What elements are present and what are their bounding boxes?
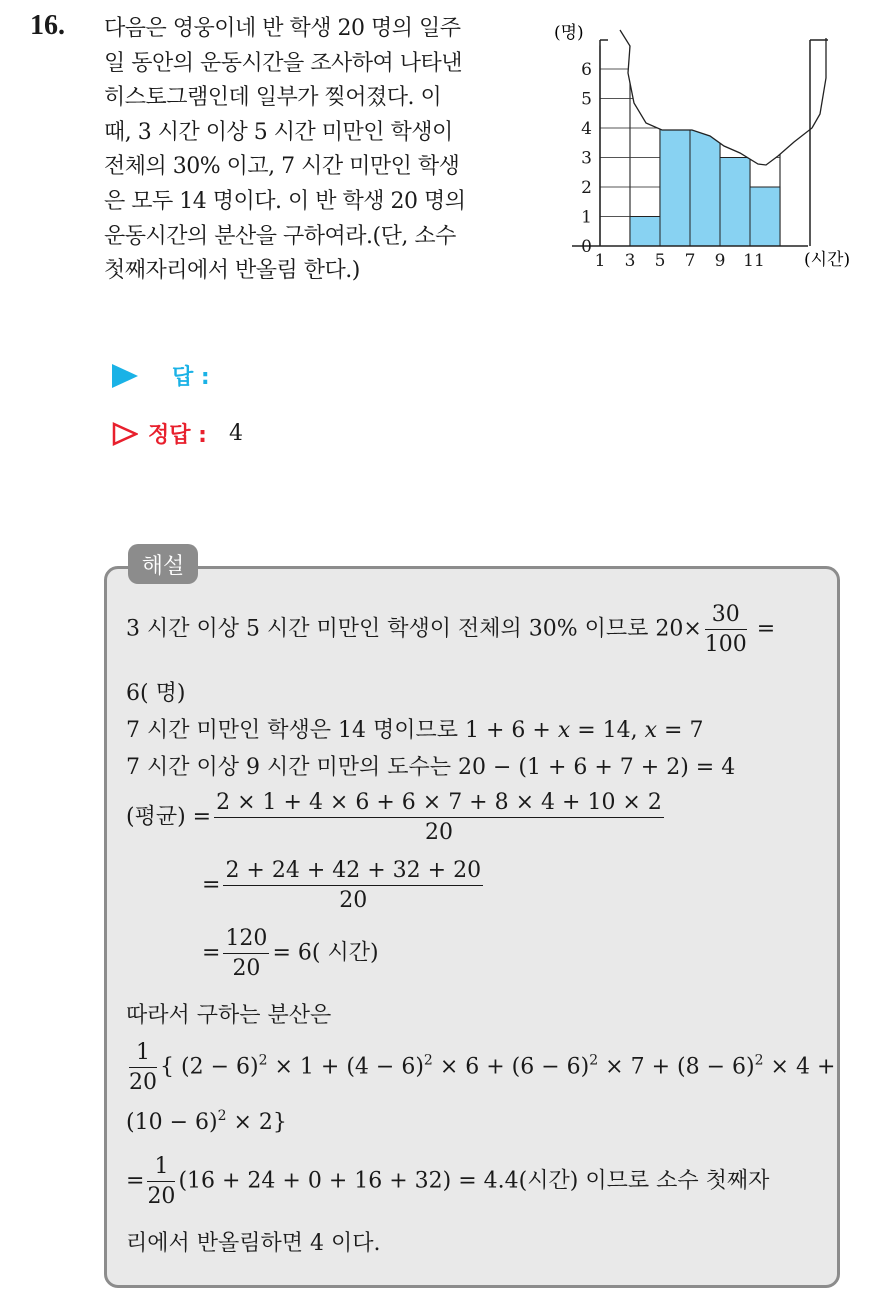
y-tick-label: 1 xyxy=(581,207,592,228)
x-tick-label: 7 xyxy=(684,251,696,271)
solution-line-6: 리에서 반올림하면 4 이다. xyxy=(126,1231,381,1256)
solution-line-3 xyxy=(126,713,703,744)
fraction: $\frac{1}{20}$ xyxy=(129,1040,157,1095)
text: 7 시간 미만인 학생은 14 명이므로 1 + 6 + xyxy=(126,718,558,743)
question-line: 일 동안의 운동시간을 조사하여 나타낸 xyxy=(104,50,463,76)
question-line: 때, 3 시간 이상 5 시간 미만인 학생이 xyxy=(104,119,453,145)
var-x: x xyxy=(557,718,571,743)
fraction: $\frac{30}{100}$ xyxy=(704,602,747,657)
y-tick-label: 5 xyxy=(581,89,592,110)
x-tick-label: 11 xyxy=(743,251,765,271)
mean-line-2 xyxy=(202,858,486,913)
fraction: $\frac{2 \times 1 + 4 \times 6 + 6 \times 7 + 8 \times 4 + 10 \times 2}{20}$ xyxy=(216,790,662,845)
text: = 7 xyxy=(657,718,704,743)
y-tick-label: 2 xyxy=(581,178,592,198)
question-line: 첫째자리에서 반올림 한다.) xyxy=(104,258,360,284)
question-line: 전체의 30% 이고, 7 시간 미만인 학생 xyxy=(104,154,460,180)
var-x: x xyxy=(644,718,658,743)
solution-line-1 xyxy=(126,602,775,657)
x-tick-label: 9 xyxy=(714,251,726,271)
solution-line-2: 6( 명) xyxy=(126,681,186,706)
question-line: 운동시간의 분산을 구하여라.(단, 소수 xyxy=(104,223,456,249)
x-axis-label: (시간) xyxy=(804,250,851,270)
y-tick-label: 0 xyxy=(581,237,592,257)
x-tick-label: 1 xyxy=(594,251,606,271)
bar xyxy=(720,158,750,247)
bar xyxy=(660,128,690,246)
text: = 6( 시간) xyxy=(272,940,379,966)
correct-answer-row xyxy=(112,418,243,449)
solution-line-5: 따라서 구하는 분산은 xyxy=(126,1003,332,1028)
fraction: $\frac{120}{20}$ xyxy=(225,926,268,981)
bar xyxy=(690,128,720,246)
outline-triangle-icon xyxy=(112,422,138,446)
bar xyxy=(750,187,780,246)
x-tick-label: 3 xyxy=(624,251,636,271)
text: = 14, xyxy=(570,718,645,743)
y-tick-label: 6 xyxy=(581,60,592,80)
x-tick-label: 5 xyxy=(654,251,666,271)
mean-line-1 xyxy=(126,790,667,845)
question-line: 은 모두 14 명이다. 이 반 학생 20 명의 xyxy=(104,188,466,214)
text: = xyxy=(202,872,221,898)
y-tick-label: 4 xyxy=(581,119,592,139)
solution-line-4: 7 시간 이상 9 시간 미만의 도수는 20 − (1 + 6 + 7 + 2) = 4 xyxy=(126,755,736,780)
play-triangle-icon xyxy=(112,364,138,388)
fraction: $\frac{2 + 24 + 42 + 32 + 20}{20}$ xyxy=(225,858,482,913)
bar xyxy=(630,217,660,247)
question-number: 16. xyxy=(30,10,65,41)
question-line: 다음은 영웅이네 반 학생 20 명의 일주 xyxy=(104,16,461,41)
text: = xyxy=(202,940,221,966)
question-text xyxy=(104,12,534,289)
answer-label: 답 : xyxy=(172,365,210,390)
variance-line-3: = $\frac{1}{20}$ (16 + 24 + 0 + 16 + 32) = 4.4(시간) 이므로 소수 첫째자 xyxy=(126,1154,770,1209)
y-axis-label: (명) xyxy=(554,23,584,43)
text: 3 시간 이상 5 시간 미만인 학생이 전체의 30% 이므로 20× xyxy=(126,616,702,642)
text: = xyxy=(749,616,776,642)
mean-line-3 xyxy=(202,926,379,981)
variance-line-2: $(10 - 6)^2 \times 2$} xyxy=(126,1108,287,1135)
histogram xyxy=(540,18,870,280)
text: (평균) = xyxy=(126,804,212,830)
solution-tag: 해설 xyxy=(128,544,198,584)
variance-line-1: $\frac{1}{20}$ { $(2 - 6)^2 \times 1 + (4 - 6)^2 \times 6 + (6 - 6)^2 \times 7 + (8 - 6)^2 \times 4$ + xyxy=(129,1040,836,1095)
answer-row xyxy=(112,360,210,391)
fraction: $\frac{1}{20}$ xyxy=(147,1154,176,1209)
y-tick-label: 3 xyxy=(581,148,592,169)
correct-answer-value: 4 xyxy=(228,421,243,446)
question-line: 히스토그램인데 일부가 찢어졌다. 이 xyxy=(104,85,442,111)
correct-answer-label: 정답 : xyxy=(148,423,207,448)
